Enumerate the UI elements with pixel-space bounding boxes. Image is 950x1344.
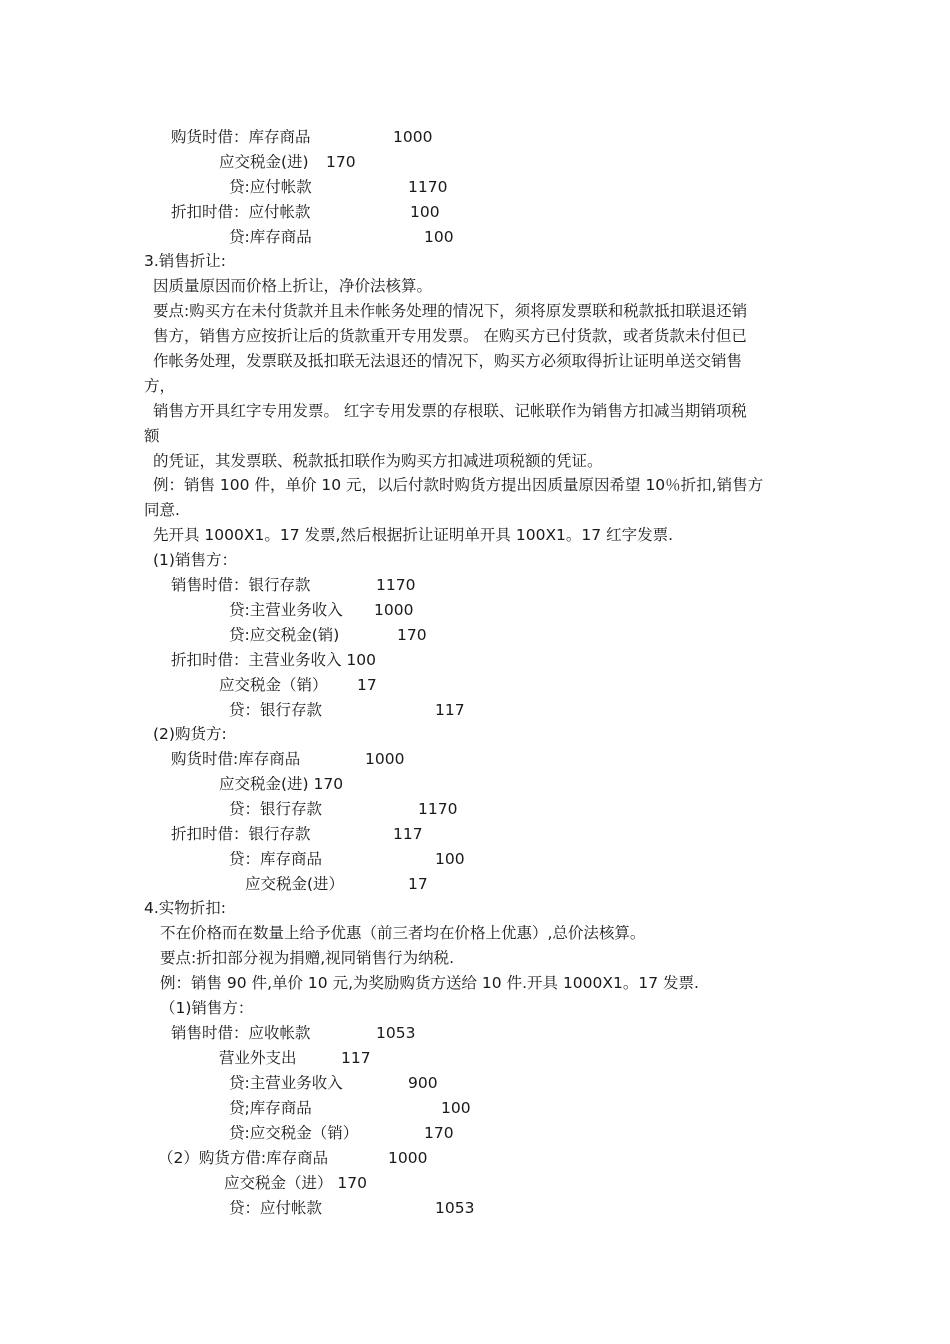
entry-amount: 100 — [441, 1099, 471, 1117]
entry-amount: 1170 — [376, 576, 416, 594]
entry-text: 购货时借:库存商品 — [171, 750, 301, 768]
paragraph-text: 例：销售 90 件,单价 10 元,为奖励购货方送给 10 件.开具 1000X1。17 发票. — [160, 974, 699, 992]
entry-amount: 100 — [435, 850, 465, 868]
entry-text: 贷:应交税金(销) — [229, 626, 340, 644]
entry-amount: 100 — [424, 228, 454, 246]
subsection-heading-text: （1)销售方： — [160, 999, 254, 1017]
entry-amount: 1053 — [376, 1024, 416, 1042]
entry-text: 贷:应交税金（销） — [229, 1124, 359, 1142]
paragraph-text: 的凭证，其发票联、税款抵扣联作为购买方扣减进项税额的凭证。 — [153, 452, 603, 470]
entry-amount: 1000 — [365, 750, 405, 768]
entry-text: 折扣时借：主营业务收入 100 — [171, 651, 377, 669]
entry-amount: 117 — [393, 825, 423, 843]
entry-text: 销售时借：应收帐款 — [171, 1024, 311, 1042]
entry-text: 贷:应付帐款 — [229, 178, 312, 196]
paragraph-text: 售方，销售方应按折让后的货款重开专用发票。 在购买方已付货款，或者货款未付但已 — [153, 327, 747, 345]
paragraph-text: 方， — [144, 377, 176, 395]
paragraph-text: 不在价格而在数量上给予优惠（前三者均在价格上优惠）,总价法核算。 — [160, 924, 646, 942]
entry-amount: 117 — [435, 701, 465, 719]
section-heading-text: 3.销售折让: — [144, 252, 227, 270]
entry-text: 贷：银行存款 — [229, 800, 323, 818]
entry-text: 应交税金(进) 170 — [219, 775, 344, 793]
entry-amount: 1170 — [408, 178, 448, 196]
paragraph-text: 销售方开具红字专用发票。 红字专用发票的存根联、记帐联作为销售方扣减当期销项税 — [153, 402, 747, 420]
entry-text: 贷;库存商品 — [229, 1099, 312, 1117]
entry-amount: 900 — [408, 1074, 438, 1092]
entry-amount: 170 — [397, 626, 427, 644]
entry-text: 营业外支出 — [219, 1049, 297, 1067]
entry-amount: 1000 — [393, 128, 433, 146]
entry-text: 折扣时借：银行存款 — [171, 825, 311, 843]
entry-amount: 1000 — [388, 1149, 428, 1167]
paragraph-text: 先开具 1000X1。17 发票,然后根据折让证明单开具 100X1。17 红字发票. — [153, 526, 674, 544]
entry-amount: 100 — [410, 203, 440, 221]
entry-text: 贷:主营业务收入 — [229, 601, 343, 619]
entry-text: 贷:库存商品 — [229, 228, 312, 246]
entry-amount: 1000 — [374, 601, 414, 619]
entry-text: 销售时借：银行存款 — [171, 576, 311, 594]
entry-text: 应交税金（销） — [219, 676, 328, 694]
entry-amount: 170 — [424, 1124, 454, 1142]
subsection-heading-text: (1)销售方： — [153, 551, 237, 569]
entry-text: 贷：库存商品 — [229, 850, 323, 868]
entry-amount: 17 — [408, 875, 428, 893]
paragraph-text: 同意. — [144, 501, 180, 519]
paragraph-text: 例：销售 100 件，单价 10 元，以后付款时购货方提出因质量原因希望 10％折扣,销售方 — [153, 476, 764, 494]
entry-text: 应交税金(进） — [245, 875, 345, 893]
paragraph-text: 作帐务处理，发票联及抵扣联无法退还的情况下，购买方必须取得折让证明单送交销售 — [153, 352, 743, 370]
paragraph-text: 额 — [144, 427, 160, 445]
paragraph-text: 要点:折扣部分视为捐赠,视同销售行为纳税. — [160, 949, 455, 967]
entry-text: 应交税金(进) — [219, 153, 309, 171]
entry-text: 折扣时借：应付帐款 — [171, 203, 311, 221]
entry-amount: 1170 — [418, 800, 458, 818]
entry-amount: 170 — [326, 153, 356, 171]
entry-amount: 117 — [341, 1049, 371, 1067]
entry-amount: 17 — [357, 676, 377, 694]
entry-text: 贷：应付帐款 — [229, 1199, 323, 1217]
entry-amount: 1053 — [435, 1199, 475, 1217]
entry-text: 贷:主营业务收入 — [229, 1074, 343, 1092]
paragraph-text: 要点:购买方在未付货款并且未作帐务处理的情况下，须将原发票联和税款抵扣联退还销 — [153, 302, 748, 320]
entry-text: 应交税金（进） 170 — [224, 1174, 368, 1192]
section-heading-text: 4.实物折扣: — [144, 899, 227, 917]
entry-text: （2）购货方借:库存商品 — [158, 1149, 329, 1167]
entry-text: 贷：银行存款 — [229, 701, 323, 719]
paragraph-text: 因质量原因而价格上折让，净价法核算。 — [153, 277, 433, 295]
entry-text: 购货时借：库存商品 — [171, 128, 311, 146]
subsection-heading-text: (2)购货方: — [153, 725, 227, 743]
